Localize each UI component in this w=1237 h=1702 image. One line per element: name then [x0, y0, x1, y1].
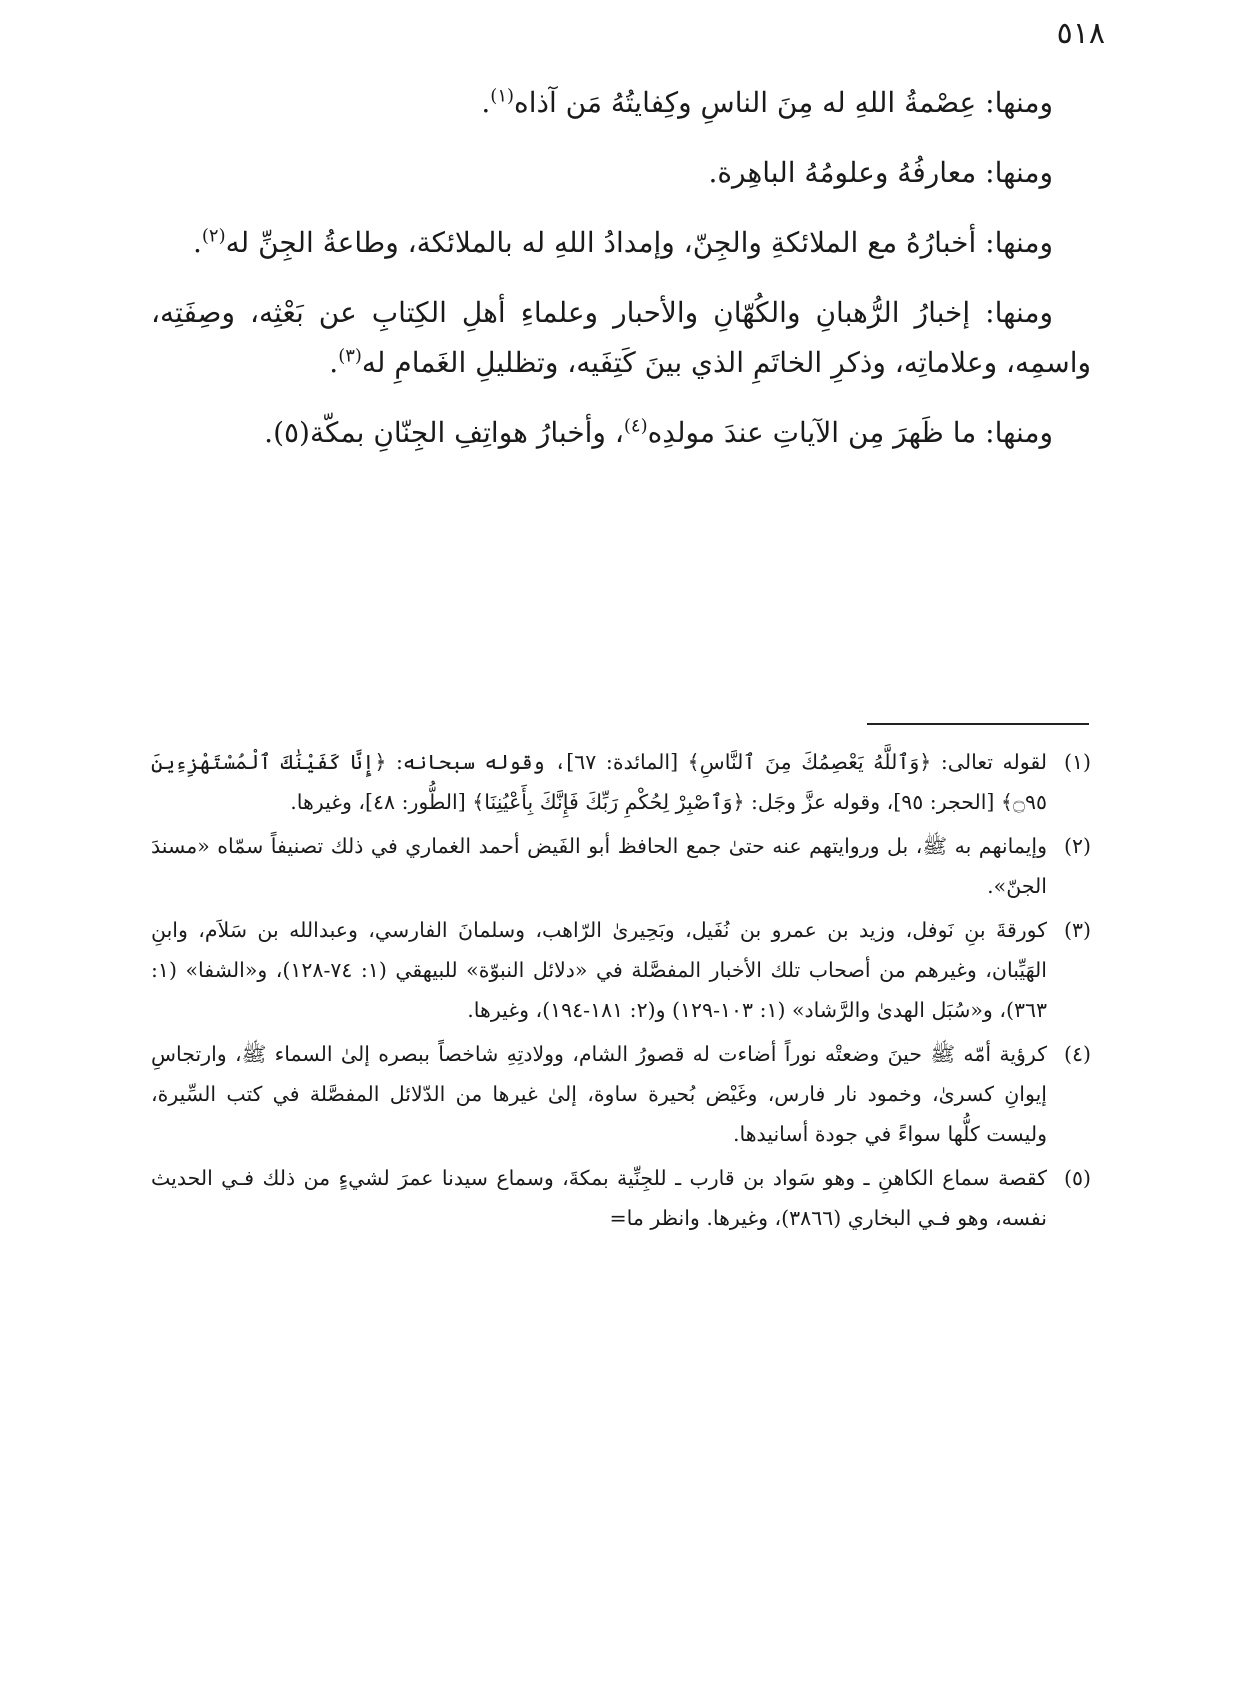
footnote-number: (٣): [1063, 918, 1091, 942]
footnote-5: [151, 1158, 1091, 1238]
paragraph-3: [151, 218, 1091, 268]
page-number: ٥١٨: [1056, 16, 1105, 51]
paragraph-text: ومنها: ما ظَهرَ مِن الآياتِ عندَ مولدِه: [647, 416, 1053, 449]
footnote-number: (٥): [1063, 1166, 1091, 1190]
paragraph-text: ومنها: عِصْمةُ اللهِ له مِنَ الناسِ وكِفايتُهُ مَن آذاه: [514, 86, 1053, 119]
footnote-3: [151, 910, 1091, 1030]
footnote-text: لقوله تعالى: ﴿وَٱللَّهُ يَعْصِمُكَ مِنَ ٱلنَّاسِ﴾ [المائدة: ٦٧]، وقوله سبحانه: ﴿إِنَّا كَفَيْنَٰكَ ٱلْمُسْتَهْزِءِينَ ۝٩٥﴾ [الحجر: ٩٥]، وقوله عزَّ وجَل: ﴿وَٱصْبِرْ لِحُكْمِ رَبِّكَ فَإِنَّكَ بِأَعْيُنِنَا﴾ [الطُّور: ٤٨]، وغيرها.: [151, 750, 1047, 814]
footnote-separator: [867, 723, 1089, 725]
paragraph-text: ومنها: إخبارُ الرُّهبانِ والكُهّانِ والأحبار وعلماءِ أهلِ الكِتابِ عن بَعْثِه، وصِفَتِه، واسمِه، وعلاماتِه، وذكرِ الخاتَمِ الذي بينَ كَتِفَيه، وتظليلِ الغَمامِ له: [151, 296, 1091, 379]
paragraph-end: .: [481, 86, 491, 119]
paragraph-end: ، وأخبارُ هواتِفِ الجِنّانِ بمكّة(٥).: [264, 416, 624, 449]
paragraph-1: [151, 78, 1091, 128]
footnote-number: (٤): [1063, 1042, 1091, 1066]
paragraph-end: .: [329, 346, 339, 379]
footnote-1: [151, 742, 1091, 822]
paragraph-4: [151, 288, 1091, 388]
main-text: [151, 78, 1091, 478]
paragraph-2: [151, 148, 1091, 198]
footnote-number: (١): [1063, 750, 1091, 774]
paragraph-end: .: [192, 226, 202, 259]
footnote-ref: (٢): [201, 225, 226, 247]
footnote-text: كرؤية أمّه ﷺ حينَ وضعتْه نوراً أضاءت له قصورُ الشام، وولادتِهِ شاخصاً ببصره إلىٰ السماء ﷺ، وارتجاسِ إيوانِ كسرىٰ، وخمود نار فارس، وغَيْض بُحيرة ساوة، إلىٰ غيرها من الدّلائل المفصَّلة في كتب السِّيرة، وليست كلُّها سواءً في جودة أسانيدها.: [151, 1042, 1047, 1146]
footnote-text: كورقةَ بنِ نَوفل، وزيد بن عمرو بن نُفَيل، وبَحِيرىٰ الرّاهب، وسلمانَ الفارسي، وعبدالله بن سَلاَم، وابنِ الهَيِّبان، وغيرهم من أصحاب تلك الأخبار المفصَّلة في «دلائل النبوّة» للبيهقي (١: ٧٤-١٢٨)، و«الشفا» (١: ٣٦٣)، و«سُبَل الهدىٰ والرَّشاد» (١: ١٠٣-١٢٩) و(٢: ١٨١-١٩٤)، وغيرها.: [151, 918, 1047, 1022]
footnote-text: كقصة سماع الكاهنِ ـ وهو سَواد بن قارب ـ للجِنِّية بمكةَ، وسماع سيدنا عمرَ لشيءٍ من ذلك فـي الحديث نفسه، وهو فـي البخاري (٣٨٦٦)، وغيرها. وانظر ما=: [151, 1166, 1047, 1230]
footnote-number: (٢): [1063, 834, 1091, 858]
paragraph-text: ومنها: معارفُهُ وعلومُهُ الباهِرة.: [708, 156, 1053, 189]
footnote-4: [151, 1034, 1091, 1154]
footnotes: [151, 742, 1091, 1242]
footnote-ref: (٤): [623, 415, 648, 437]
footnote-text: وإيمانهم به ﷺ، بل وروايتهم عنه حتىٰ جمع الحافظ أبو الفَيض أحمد الغماري في ذلك تصنيفاً سمّاه «مسندَ الجنّ».: [151, 834, 1047, 898]
footnote-ref: (١): [490, 85, 515, 107]
footnote-2: [151, 826, 1091, 906]
footnote-ref: (٣): [338, 345, 362, 367]
paragraph-text: ومنها: أخبارُهُ مع الملائكةِ والجِنّ، وإمدادُ اللهِ له بالملائكة، وطاعةُ الجِنِّ له: [225, 226, 1053, 259]
paragraph-5: [151, 408, 1091, 458]
